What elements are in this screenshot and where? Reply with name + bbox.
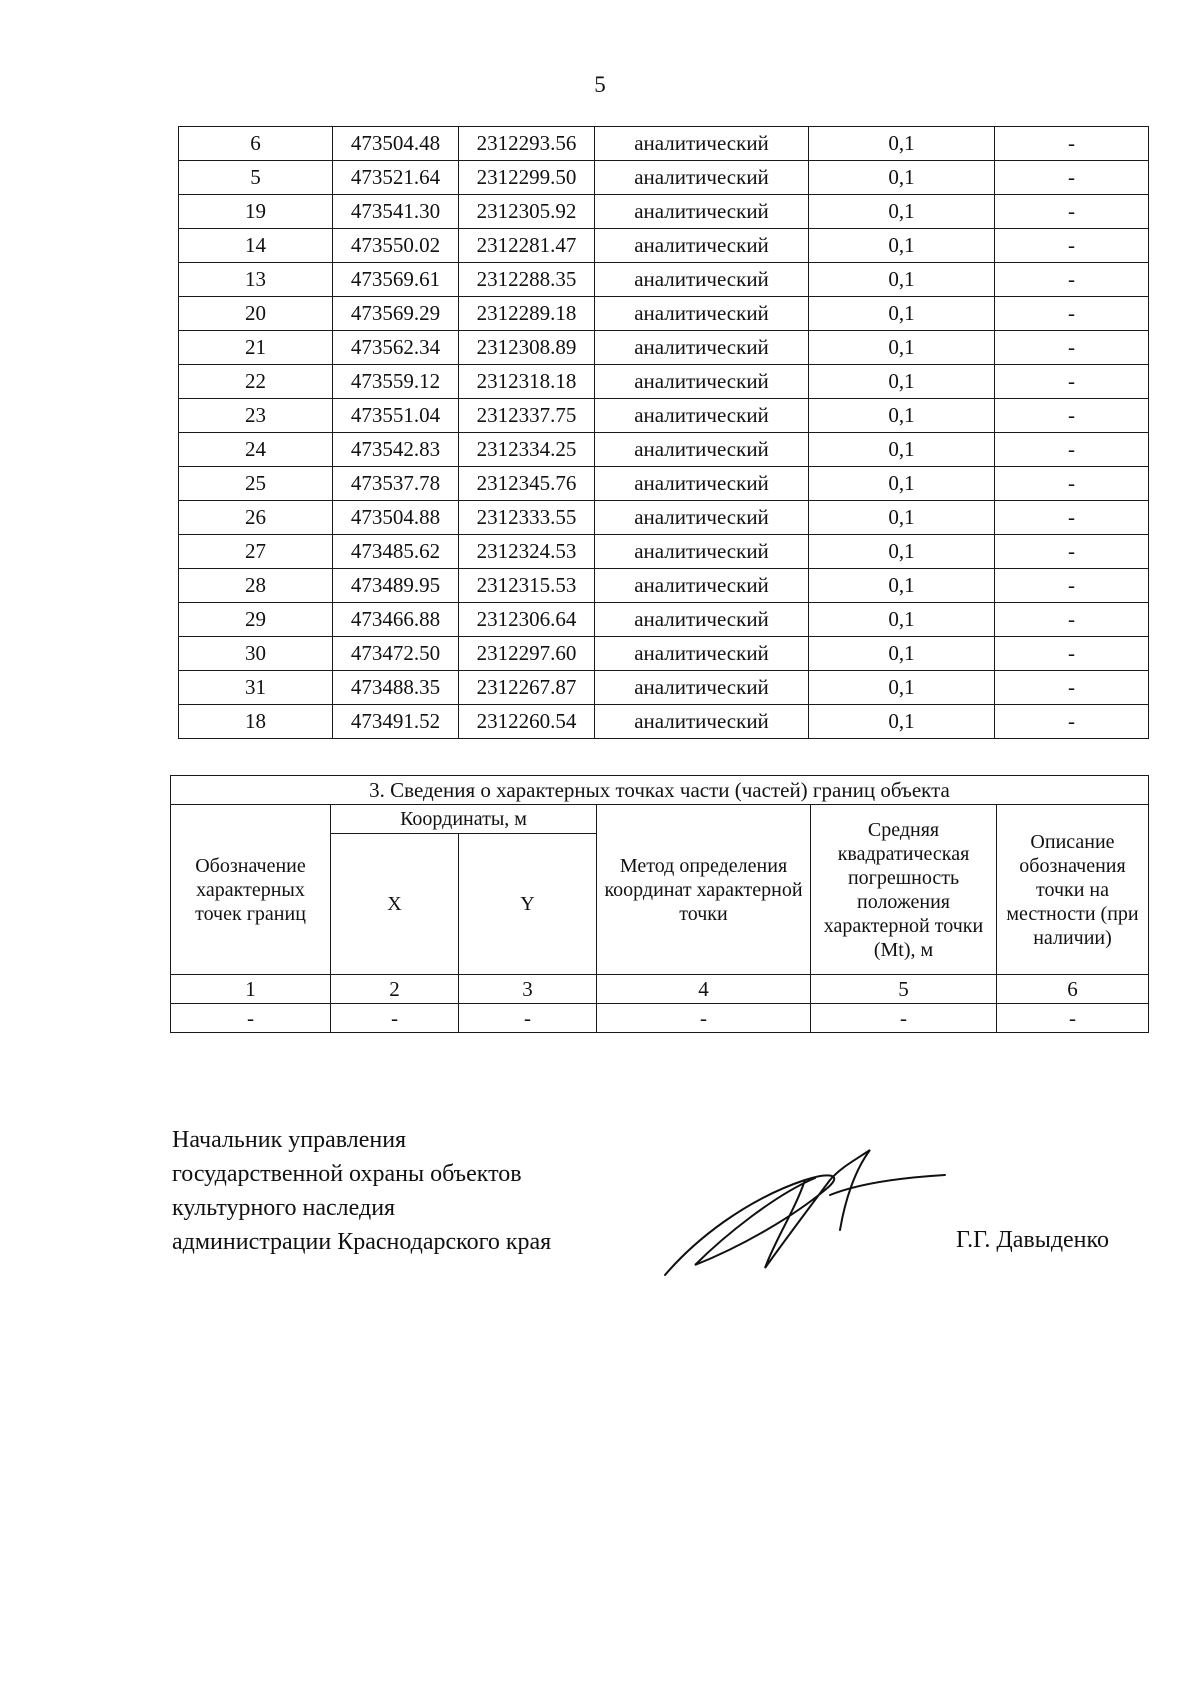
accuracy-cell: 0,1 (809, 399, 995, 433)
coordinate-y-cell: 2312334.25 (459, 433, 595, 467)
method-cell: аналитический (595, 637, 809, 671)
description-cell: - (995, 671, 1149, 705)
coordinate-x-cell: 473485.62 (333, 535, 459, 569)
method-cell: аналитический (595, 331, 809, 365)
handwritten-signature (655, 1140, 950, 1280)
coordinate-x-cell: 473559.12 (333, 365, 459, 399)
accuracy-cell: 0,1 (809, 195, 995, 229)
table-row (179, 331, 1149, 365)
description-cell: - (995, 399, 1149, 433)
table-row (179, 569, 1149, 603)
method-cell: аналитический (595, 467, 809, 501)
position-line: культурного наследия (172, 1195, 396, 1221)
coordinate-y-cell: 2312267.87 (459, 671, 595, 705)
coordinate-y-cell: 2312345.76 (459, 467, 595, 501)
header-x: X (331, 834, 459, 975)
column-number: 6 (997, 975, 1149, 1004)
coordinate-x-cell: 473550.02 (333, 229, 459, 263)
coordinate-x-cell: 473489.95 (333, 569, 459, 603)
point-number-cell: 25 (179, 467, 333, 501)
coordinate-y-cell: 2312324.53 (459, 535, 595, 569)
description-cell: - (995, 603, 1149, 637)
coordinate-y-cell: 2312308.89 (459, 331, 595, 365)
accuracy-cell: 0,1 (809, 467, 995, 501)
point-number-cell: 24 (179, 433, 333, 467)
method-cell: аналитический (595, 603, 809, 637)
point-number-cell: 22 (179, 365, 333, 399)
point-number-cell: 14 (179, 229, 333, 263)
accuracy-cell: 0,1 (809, 705, 995, 739)
signer-name: Г.Г. Давыденко (956, 1227, 1109, 1253)
column-number: 5 (811, 975, 997, 1004)
table-row (179, 195, 1149, 229)
point-number-cell: 5 (179, 161, 333, 195)
coordinate-y-cell: 2312288.35 (459, 263, 595, 297)
method-cell: аналитический (595, 501, 809, 535)
point-number-cell: 27 (179, 535, 333, 569)
point-number-cell: 6 (179, 127, 333, 161)
table-row (179, 671, 1149, 705)
header-description: Описание обозначения точки на местности (при наличии) (997, 805, 1149, 975)
description-cell: - (995, 705, 1149, 739)
point-number-cell: 29 (179, 603, 333, 637)
position-line: государственной охраны объектов (172, 1161, 522, 1187)
point-number-cell: 31 (179, 671, 333, 705)
description-cell: - (995, 365, 1149, 399)
header-y: Y (459, 834, 597, 975)
table-row (179, 127, 1149, 161)
description-cell: - (995, 331, 1149, 365)
coordinate-x-cell: 473541.30 (333, 195, 459, 229)
table-cell: - (459, 1004, 597, 1033)
description-cell: - (995, 467, 1149, 501)
coordinate-x-cell: 473569.29 (333, 297, 459, 331)
accuracy-cell: 0,1 (809, 535, 995, 569)
table-row (179, 603, 1149, 637)
coordinate-x-cell: 473521.64 (333, 161, 459, 195)
method-cell: аналитический (595, 195, 809, 229)
column-number: 1 (171, 975, 331, 1004)
table-row (179, 433, 1149, 467)
accuracy-cell: 0,1 (809, 637, 995, 671)
coordinate-y-cell: 2312315.53 (459, 569, 595, 603)
coordinate-y-cell: 2312337.75 (459, 399, 595, 433)
column-number: 3 (459, 975, 597, 1004)
point-number-cell: 23 (179, 399, 333, 433)
coordinate-x-cell: 473488.35 (333, 671, 459, 705)
coordinate-x-cell: 473504.88 (333, 501, 459, 535)
parts-boundary-table (170, 775, 1149, 1033)
coordinate-y-cell: 2312293.56 (459, 127, 595, 161)
point-number-cell: 30 (179, 637, 333, 671)
method-cell: аналитический (595, 161, 809, 195)
description-cell: - (995, 637, 1149, 671)
point-number-cell: 21 (179, 331, 333, 365)
coordinate-x-cell: 473472.50 (333, 637, 459, 671)
method-cell: аналитический (595, 297, 809, 331)
table-row (179, 467, 1149, 501)
header-coordinates: Координаты, м (331, 805, 597, 834)
signatory-position (172, 1123, 551, 1259)
coordinate-y-cell: 2312333.55 (459, 501, 595, 535)
coordinate-x-cell: 473491.52 (333, 705, 459, 739)
accuracy-cell: 0,1 (809, 331, 995, 365)
table-cell: - (597, 1004, 811, 1033)
description-cell: - (995, 433, 1149, 467)
accuracy-cell: 0,1 (809, 263, 995, 297)
table-row (179, 637, 1149, 671)
column-number: 2 (331, 975, 459, 1004)
column-numbers-row (171, 975, 1149, 1004)
table-row (179, 705, 1149, 739)
accuracy-cell: 0,1 (809, 569, 995, 603)
coordinate-y-cell: 2312306.64 (459, 603, 595, 637)
accuracy-cell: 0,1 (809, 501, 995, 535)
coordinate-y-cell: 2312281.47 (459, 229, 595, 263)
table-row (179, 501, 1149, 535)
table-cell: - (171, 1004, 331, 1033)
coordinate-y-cell: 2312297.60 (459, 637, 595, 671)
table-cell: - (997, 1004, 1149, 1033)
header-designation: Обозначение характерных точек границ (171, 805, 331, 975)
position-line: администрации Краснодарского края (172, 1229, 552, 1255)
coordinate-x-cell: 473466.88 (333, 603, 459, 637)
boundary-points-table (178, 126, 1149, 739)
table-cell: - (331, 1004, 459, 1033)
accuracy-cell: 0,1 (809, 297, 995, 331)
point-number-cell: 19 (179, 195, 333, 229)
point-number-cell: 18 (179, 705, 333, 739)
table-row (179, 365, 1149, 399)
table-row (179, 399, 1149, 433)
coordinate-x-cell: 473537.78 (333, 467, 459, 501)
description-cell: - (995, 297, 1149, 331)
point-number-cell: 20 (179, 297, 333, 331)
coordinate-y-cell: 2312305.92 (459, 195, 595, 229)
accuracy-cell: 0,1 (809, 365, 995, 399)
coordinate-x-cell: 473569.61 (333, 263, 459, 297)
table-row (179, 229, 1149, 263)
method-cell: аналитический (595, 365, 809, 399)
coordinate-y-cell: 2312289.18 (459, 297, 595, 331)
description-cell: - (995, 263, 1149, 297)
accuracy-cell: 0,1 (809, 433, 995, 467)
accuracy-cell: 0,1 (809, 229, 995, 263)
coordinate-x-cell: 473562.34 (333, 331, 459, 365)
coordinate-y-cell: 2312299.50 (459, 161, 595, 195)
header-accuracy: Средняя квадратическая погрешность положения характерной точки (Mt), м (811, 805, 997, 975)
coordinate-y-cell: 2312318.18 (459, 365, 595, 399)
coordinate-x-cell: 473542.83 (333, 433, 459, 467)
accuracy-cell: 0,1 (809, 603, 995, 637)
accuracy-cell: 0,1 (809, 671, 995, 705)
table-row (179, 297, 1149, 331)
point-number-cell: 26 (179, 501, 333, 535)
table-cell: - (811, 1004, 997, 1033)
description-cell: - (995, 569, 1149, 603)
table-row (179, 263, 1149, 297)
description-cell: - (995, 501, 1149, 535)
column-number: 4 (597, 975, 811, 1004)
description-cell: - (995, 195, 1149, 229)
empty-data-row (171, 1004, 1149, 1033)
description-cell: - (995, 161, 1149, 195)
point-number-cell: 28 (179, 569, 333, 603)
accuracy-cell: 0,1 (809, 161, 995, 195)
coordinate-y-cell: 2312260.54 (459, 705, 595, 739)
method-cell: аналитический (595, 127, 809, 161)
method-cell: аналитический (595, 671, 809, 705)
description-cell: - (995, 229, 1149, 263)
section-caption: 3. Сведения о характерных точках части (частей) границ объекта (171, 776, 1149, 805)
table-row (179, 161, 1149, 195)
method-cell: аналитический (595, 535, 809, 569)
position-line: Начальник управления (172, 1127, 407, 1153)
method-cell: аналитический (595, 263, 809, 297)
method-cell: аналитический (595, 229, 809, 263)
method-cell: аналитический (595, 399, 809, 433)
page-number: 5 (594, 72, 606, 97)
point-number-cell: 13 (179, 263, 333, 297)
method-cell: аналитический (595, 705, 809, 739)
coordinate-x-cell: 473504.48 (333, 127, 459, 161)
accuracy-cell: 0,1 (809, 127, 995, 161)
method-cell: аналитический (595, 433, 809, 467)
table-row (179, 535, 1149, 569)
coordinate-x-cell: 473551.04 (333, 399, 459, 433)
description-cell: - (995, 127, 1149, 161)
header-method: Метод определения координат характерной точки (597, 805, 811, 975)
description-cell: - (995, 535, 1149, 569)
method-cell: аналитический (595, 569, 809, 603)
